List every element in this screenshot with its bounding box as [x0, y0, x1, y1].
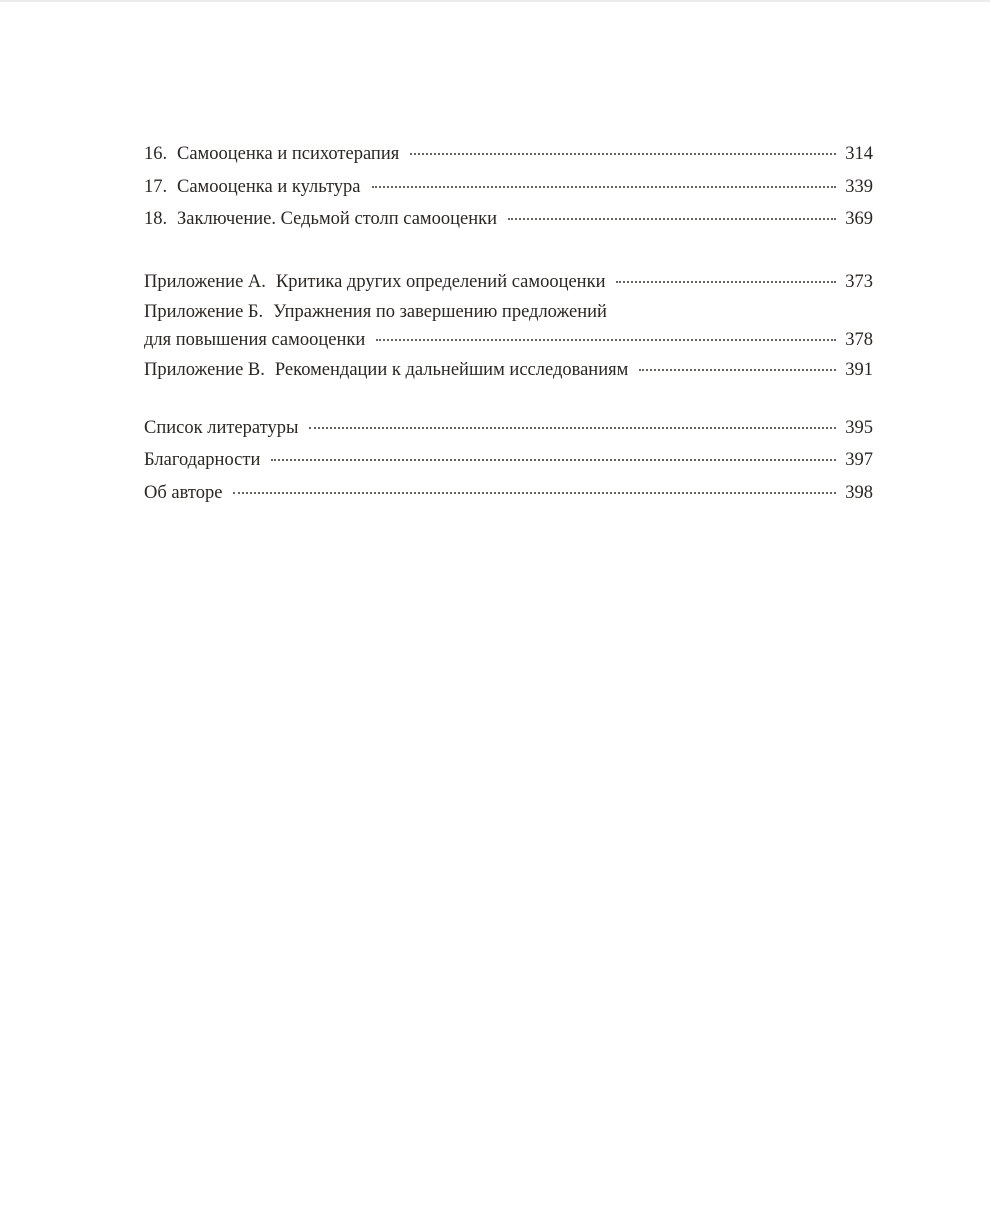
dot-leader: [376, 339, 836, 341]
chapter-number: 16.: [144, 144, 168, 164]
chapter-title: Самооценка и культура: [177, 176, 361, 197]
section-spacer: [144, 387, 873, 412]
appendix-title: Рекомендации к дальнейшим исследованиям: [274, 360, 629, 380]
dot-leader: [372, 186, 837, 188]
page-number: 398: [845, 482, 873, 503]
toc-entry-about-author[interactable]: [144, 477, 873, 510]
toc-entry-appendix-a[interactable]: [144, 266, 873, 299]
dot-leader: [616, 281, 836, 283]
appendix-title: Критика других определений самооценки: [275, 271, 606, 292]
toc-entry-acknowledgements[interactable]: [144, 444, 873, 477]
toc-entry-appendix-b[interactable]: [144, 298, 873, 354]
appendix-label: Приложение А.: [144, 271, 266, 292]
page-number: 397: [845, 450, 873, 470]
dot-leader: [410, 153, 836, 155]
section-spacer: [144, 236, 873, 266]
dot-leader: [309, 427, 836, 429]
appendix-label: Приложение Б.: [144, 302, 264, 322]
appendix-title-line-2: для повышения самооценки: [144, 330, 366, 350]
dot-leader: [233, 492, 836, 494]
page-number: 378: [845, 330, 873, 350]
page-number: 395: [845, 417, 873, 438]
page-number: 369: [845, 209, 873, 229]
toc-entry-appendix-v[interactable]: [144, 354, 873, 387]
chapter-number: 18.: [144, 209, 168, 229]
dot-leader: [271, 459, 836, 461]
back-matter-title: Благодарности: [144, 450, 261, 470]
appendix-label: Приложение В.: [144, 360, 265, 380]
toc-entry-chapter-17[interactable]: [144, 171, 873, 204]
top-edge-rule: [0, 0, 990, 2]
dot-leader: [508, 218, 836, 220]
toc-entry-chapter-16[interactable]: [144, 138, 873, 171]
page-number: 373: [845, 271, 873, 292]
chapter-title: Самооценка и психотерапия: [177, 144, 400, 164]
page-number: 314: [845, 144, 873, 164]
back-matter-title: Список литературы: [144, 417, 299, 438]
appendix-title-line-1: Упражнения по завершению предложений: [273, 302, 607, 322]
back-matter-title: Об авторе: [144, 482, 223, 503]
dot-leader: [639, 369, 836, 371]
table-of-contents: [144, 138, 873, 509]
toc-entry-bibliography[interactable]: [144, 412, 873, 445]
page-number: 339: [845, 176, 873, 197]
chapter-title: Заключение. Седьмой столп самооценки: [177, 209, 498, 229]
page-number: 391: [845, 360, 873, 380]
toc-entry-chapter-18[interactable]: [144, 203, 873, 236]
chapter-number: 17.: [144, 176, 168, 197]
